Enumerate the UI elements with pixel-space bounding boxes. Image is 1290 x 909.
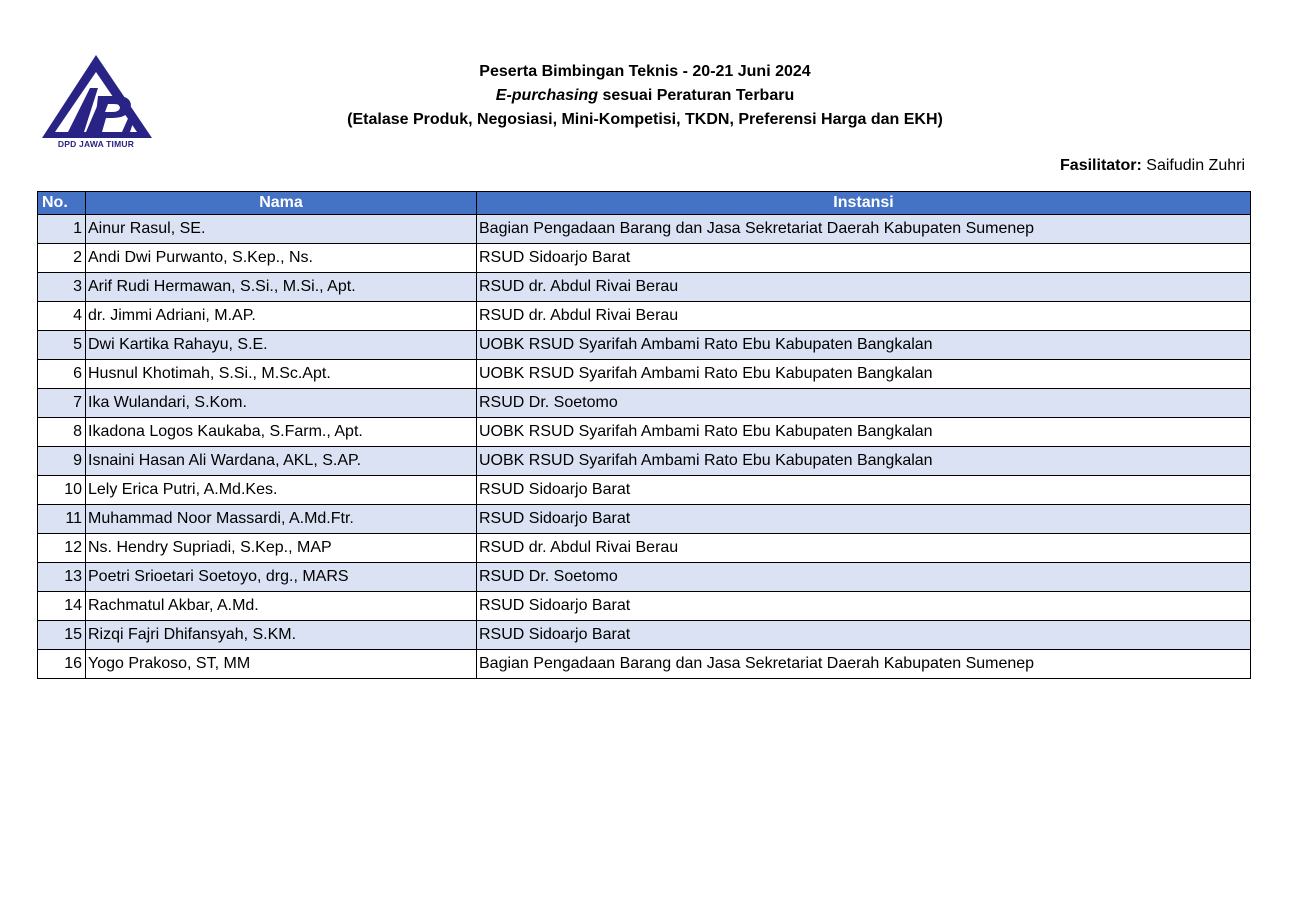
title-italic-term: E-purchasing <box>495 87 598 104</box>
cell-no: 10 <box>38 476 86 505</box>
table-row <box>38 302 1251 331</box>
cell-no: 9 <box>38 447 86 476</box>
table-row <box>38 621 1251 650</box>
cell-no: 12 <box>38 534 86 563</box>
title-line-1: Peserta Bimbingan Teknis - 20-21 Juni 2024 <box>479 63 811 80</box>
cell-nama: Husnul Khotimah, S.Si., M.Sc.Apt. <box>86 360 477 389</box>
cell-nama: Arif Rudi Hermawan, S.Si., M.Si., Apt. <box>86 273 477 302</box>
table-row <box>38 244 1251 273</box>
cell-instansi: RSUD Sidoarjo Barat <box>477 505 1251 534</box>
cell-nama: Ika Wulandari, S.Kom. <box>86 389 477 418</box>
cell-nama: Yogo Prakoso, ST, MM <box>86 650 477 679</box>
table-row <box>38 476 1251 505</box>
cell-instansi: RSUD dr. Abdul Rivai Berau <box>477 534 1251 563</box>
cell-nama: Rizqi Fajri Dhifansyah, S.KM. <box>86 621 477 650</box>
cell-nama: Rachmatul Akbar, A.Md. <box>86 592 477 621</box>
cell-nama: Ikadona Logos Kaukaba, S.Farm., Apt. <box>86 418 477 447</box>
logo-caption: DPD JAWA TIMUR <box>57 139 135 149</box>
facilitator-name: Saifudin Zuhri <box>1141 157 1245 174</box>
cell-no: 5 <box>38 331 86 360</box>
cell-instansi: UOBK RSUD Syarifah Ambami Rato Ebu Kabupaten Bangkalan <box>477 418 1251 447</box>
cell-nama: Poetri Srioetari Soetoyo, drg., MARS <box>86 563 477 592</box>
cell-nama: dr. Jimmi Adriani, M.AP. <box>86 302 477 331</box>
cell-nama: Isnaini Hasan Ali Wardana, AKL, S.AP. <box>86 447 477 476</box>
cell-instansi: UOBK RSUD Syarifah Ambami Rato Ebu Kabupaten Bangkalan <box>477 447 1251 476</box>
table-header-row <box>38 192 1251 215</box>
cell-nama: Dwi Kartika Rahayu, S.E. <box>86 331 477 360</box>
cell-nama: Ns. Hendry Supriadi, S.Kep., MAP <box>86 534 477 563</box>
table-row <box>38 418 1251 447</box>
cell-no: 3 <box>38 273 86 302</box>
column-header-no: No. <box>38 192 86 215</box>
cell-instansi: RSUD Sidoarjo Barat <box>477 592 1251 621</box>
cell-no: 15 <box>38 621 86 650</box>
cell-instansi: RSUD Dr. Soetomo <box>477 563 1251 592</box>
cell-nama: Lely Erica Putri, A.Md.Kes. <box>86 476 477 505</box>
table-row <box>38 360 1251 389</box>
table-row <box>38 215 1251 244</box>
cell-instansi: UOBK RSUD Syarifah Ambami Rato Ebu Kabupaten Bangkalan <box>477 360 1251 389</box>
table-row <box>38 650 1251 679</box>
cell-instansi: UOBK RSUD Syarifah Ambami Rato Ebu Kabupaten Bangkalan <box>477 331 1251 360</box>
cell-instansi: RSUD Sidoarjo Barat <box>477 476 1251 505</box>
title-line-3: (Etalase Produk, Negosiasi, Mini-Kompetisi, TKDN, Preferensi Harga dan EKH) <box>347 111 943 128</box>
table-row <box>38 534 1251 563</box>
cell-no: 7 <box>38 389 86 418</box>
title-line-2-rest: sesuai Peraturan Terbaru <box>598 87 795 104</box>
table-row <box>38 563 1251 592</box>
cell-instansi: RSUD Dr. Soetomo <box>477 389 1251 418</box>
cell-no: 11 <box>38 505 86 534</box>
cell-nama: Ainur Rasul, SE. <box>86 215 477 244</box>
cell-nama: Muhammad Noor Massardi, A.Md.Ftr. <box>86 505 477 534</box>
table-row <box>38 331 1251 360</box>
document-title <box>245 60 1045 132</box>
facilitator-line <box>1060 157 1245 175</box>
facilitator-label: Fasilitator: <box>1060 157 1142 174</box>
column-header-nama: Nama <box>86 192 477 215</box>
cell-instansi: RSUD Sidoarjo Barat <box>477 621 1251 650</box>
table-row <box>38 447 1251 476</box>
title-line-2 <box>245 84 1045 108</box>
cell-instansi: RSUD dr. Abdul Rivai Berau <box>477 273 1251 302</box>
cell-no: 8 <box>38 418 86 447</box>
logo-triangle-icon <box>38 52 156 144</box>
table-row <box>38 505 1251 534</box>
participants-table <box>37 191 1251 679</box>
cell-no: 16 <box>38 650 86 679</box>
table-row <box>38 389 1251 418</box>
cell-no: 14 <box>38 592 86 621</box>
cell-nama: Andi Dwi Purwanto, S.Kep., Ns. <box>86 244 477 273</box>
cell-no: 6 <box>38 360 86 389</box>
cell-instansi: RSUD dr. Abdul Rivai Berau <box>477 302 1251 331</box>
cell-no: 4 <box>38 302 86 331</box>
cell-no: 13 <box>38 563 86 592</box>
table-row <box>38 592 1251 621</box>
cell-instansi: Bagian Pengadaan Barang dan Jasa Sekretariat Daerah Kabupaten Sumenep <box>477 650 1251 679</box>
cell-instansi: RSUD Sidoarjo Barat <box>477 244 1251 273</box>
table-row <box>38 273 1251 302</box>
cell-no: 1 <box>38 215 86 244</box>
column-header-instansi: Instansi <box>477 192 1251 215</box>
cell-instansi: Bagian Pengadaan Barang dan Jasa Sekretariat Daerah Kabupaten Sumenep <box>477 215 1251 244</box>
cell-no: 2 <box>38 244 86 273</box>
organization-logo <box>38 52 156 152</box>
